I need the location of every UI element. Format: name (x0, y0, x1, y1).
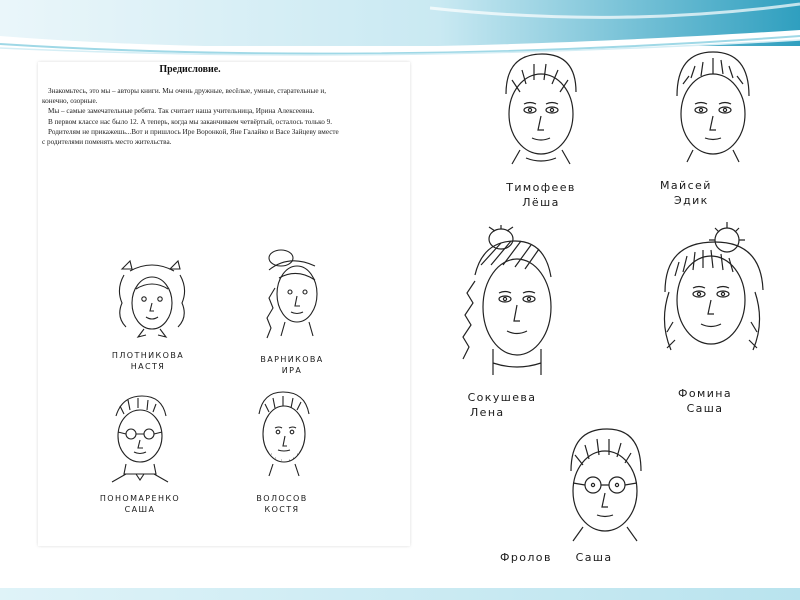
caption-ponomarenko (84, 493, 196, 515)
caption-name: САША (124, 505, 156, 514)
caption-name: КОСТЯ (264, 505, 300, 514)
caption-surname: ПЛОТНИКОВА (111, 351, 185, 360)
portrait-boy-stubble (245, 388, 321, 484)
paragraph: Родителям не прикажешь...Вот и пришлось Ире Воронкой, Яне Галайко и Васе Зайцеву вместе с родителями поменять место жительства. (42, 127, 339, 147)
slide-footer-decoration (0, 588, 800, 600)
portrait-girl-bows (110, 255, 194, 351)
caption-surname: Майсей (660, 179, 712, 192)
portrait-timofeev (490, 50, 590, 166)
portrait-maysey (663, 48, 763, 164)
document-title: Предисловие. (159, 64, 221, 75)
caption-volosov (244, 493, 320, 515)
caption-sokusheva (452, 390, 552, 420)
caption-timofeev (486, 180, 596, 210)
document-text (42, 86, 342, 147)
caption-plotnikova (100, 350, 196, 372)
caption-frolov (500, 550, 613, 565)
caption-name: Лёша (522, 196, 560, 209)
caption-name: Саша (575, 551, 613, 564)
caption-surname: Сокушева (467, 391, 537, 404)
portrait-boy-glasses (98, 392, 182, 488)
caption-maysey (660, 178, 760, 208)
paragraph: В первом классе нас было 12. А теперь, когда мы заканчиваем четвёртый, осталось только 9. (48, 117, 333, 126)
caption-name: НАСТЯ (130, 362, 166, 371)
portrait-frolov (555, 425, 655, 545)
portrait-sokusheva (455, 225, 565, 385)
caption-surname: ВОЛОСОВ (256, 494, 308, 503)
portrait-fomina (655, 222, 775, 372)
caption-name: Лена (470, 406, 505, 419)
paragraph: Знакомьтесь, это мы – авторы книги. Мы очень дружные, весёлые, умные, старательные и, конечно, озорные. (42, 87, 327, 106)
caption-varnikova (250, 354, 334, 376)
caption-name: Саша (686, 402, 724, 415)
paragraph: Мы – самые замечательные ребята. Так считает наша учительница, Ирина Алексеевна. (48, 107, 315, 116)
caption-surname: ПОНОМАРЕНКО (99, 494, 181, 503)
caption-name: ИРА (281, 366, 303, 375)
caption-surname: ВАРНИКОВА (260, 355, 324, 364)
caption-fomina (660, 386, 750, 416)
caption-surname: Фролов (500, 551, 552, 564)
caption-surname: Фомина (678, 387, 732, 400)
portrait-girl-braid (255, 248, 331, 348)
caption-surname: Тимофеев (506, 181, 576, 194)
caption-name: Эдик (674, 194, 709, 207)
